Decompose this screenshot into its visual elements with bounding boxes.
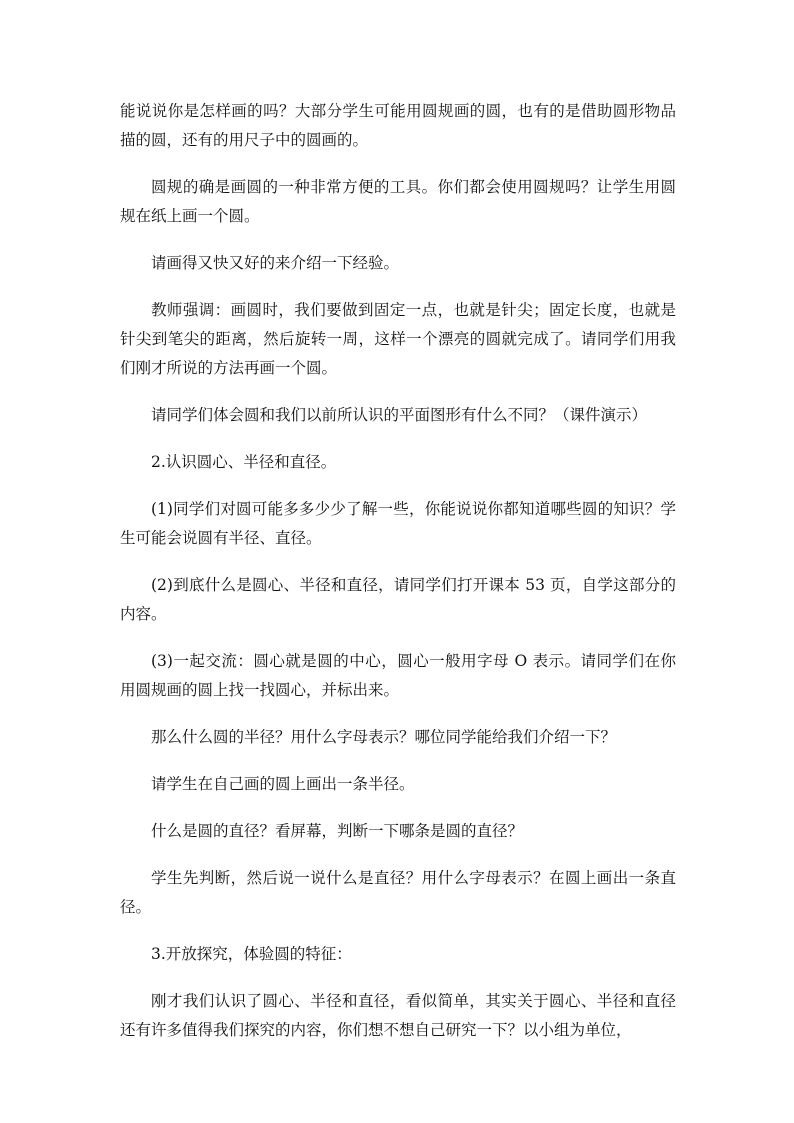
paragraph-diameter-question: 什么是圆的直径？看屏幕，判断一下哪条是圆的直径？ (151, 822, 524, 840)
paragraph-compare-shapes: 请同学们体会圆和我们以前所认识的平面图形有什么不同？（课件演示） (151, 406, 648, 424)
paragraph-step-2: (2)到底什么是圆心、半径和直径，请同学们打开课本 53 页，自学这部分的内容。 (120, 576, 676, 623)
paragraph-radius-question: 那么什么圆的半径？用什么字母表示？哪位同学能给我们介绍一下？ (151, 728, 617, 746)
paragraph-step-1: (1)同学们对圆可能多多少少了解一些，你能说说你都知道哪些圆的知识？学生可能会说圆有半径、直径。 (120, 500, 676, 547)
paragraph-share-experience: 请画得又快又好的来介绍一下经验。 (151, 254, 400, 272)
section-heading-explore-features: 3.开放探究，体验圆的特征： (151, 945, 352, 963)
paragraph-compass-tool: 圆规的确是画圆的一种非常方便的工具。你们都会使用圆规吗？让学生用圆规在纸上画一个圆。 (120, 178, 676, 225)
paragraph-group-research: 刚才我们认识了圆心、半径和直径，看似简单，其实关于圆心、半径和直径还有许多值得我们探究的内容，你们想不想自己研究一下？以小组为单位， (120, 992, 676, 1039)
paragraph-step-3: (3)一起交流：圆心就是圆的中心，圆心一般用字母 O 表示。请同学们在你用圆规画的圆上找一找圆心，并标出来。 (120, 652, 676, 699)
paragraph-drawing-methods: 能说说你是怎样画的吗？大部分学生可能用圆规画的圆，也有的是借助圆形物品描的圆，还有的用尺子中的圆画的。 (120, 102, 676, 149)
section-heading-center-radius-diameter: 2.认识圆心、半径和直径。 (151, 453, 337, 471)
paragraph-draw-radius: 请学生在自己画的圆上画出一条半径。 (151, 775, 415, 793)
paragraph-teacher-emphasis: 教师强调：画圆时，我们要做到固定一点，也就是针尖；固定长度，也就是针尖到笔尖的距离，然后旋转一周，这样一个漂亮的圆就完成了。请同学们用我们刚才所说的方法再画一个圆。 (120, 301, 676, 377)
document-body (120, 97, 676, 1063)
paragraph-draw-diameter: 学生先判断，然后说一说什么是直径？用什么字母表示？在圆上画出一条直径。 (120, 869, 676, 916)
